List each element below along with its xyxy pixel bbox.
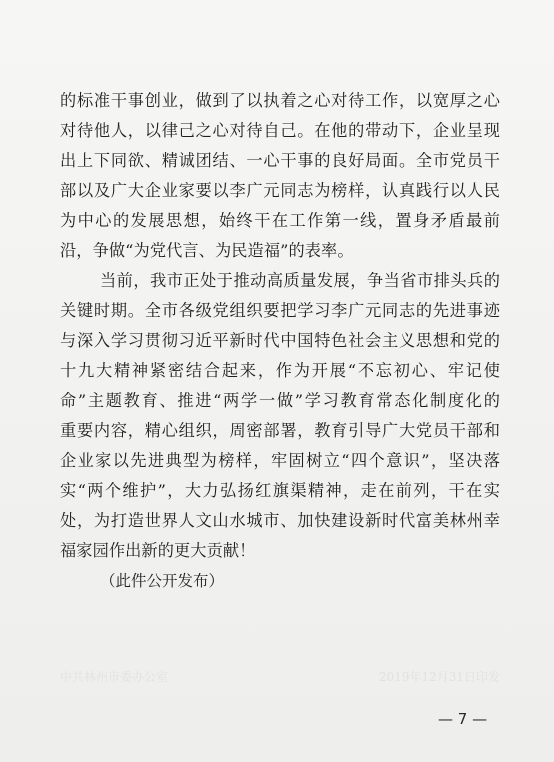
text-line: 命”主题教育、推进“两学一做”学习教育常态化制度化的 — [60, 391, 500, 410]
faint-footer-left: 中共林州市委办公室 — [60, 670, 169, 684]
text-line: 沿，争做“为党代言、为民造福”的表率。 — [60, 241, 354, 260]
text-line: 部以及广大企业家要以李广元同志为榜样，认真践行以人民 — [60, 181, 500, 200]
text-line: 十九大精神紧密结合起来，作为开展“不忘初心、牢记使 — [60, 361, 500, 380]
publication-note: （此件公开发布） — [100, 572, 225, 590]
text-line: 企业家以先进典型为榜样，牢固树立“四个意识”，坚决落 — [60, 451, 500, 470]
text-line: 福家园作出新的更大贡献！ — [60, 541, 256, 560]
text-line: 重要内容，精心组织，周密部署，教育引导广大党员干部和 — [60, 421, 500, 440]
document-body — [60, 86, 500, 566]
text-line: 的标准干事创业，做到了以执着之心对待工作，以宽厚之心 — [60, 91, 500, 110]
text-line: 实“两个维护”，大力弘扬红旗渠精神，走在前列，干在实 — [60, 481, 500, 500]
text-line: 关键时期。全市各级党组织要把学习李广元同志的先进事迹 — [60, 301, 500, 320]
text-line: 对待他人，以律己之心对待自己。在他的带动下，企业呈现 — [60, 121, 500, 140]
faint-footer — [60, 668, 500, 685]
text-line: 处，为打造世界人文山水城市、加快建设新时代富美林州幸 — [60, 511, 500, 530]
faint-footer-right: 2019年12月31日印发 — [378, 670, 500, 684]
page-number: — 7 — — [438, 710, 488, 728]
text-line: 为中心的发展思想，始终干在工作第一线，置身矛盾最前 — [60, 211, 500, 230]
text-line: 当前，我市正处于推动高质量发展，争当省市排头兵的 — [100, 271, 500, 290]
text-line: 与深入学习贯彻习近平新时代中国特色社会主义思想和党的 — [60, 331, 500, 350]
text-line: 出上下同欲、精诚团结、一心干事的良好局面。全市党员干 — [60, 151, 500, 170]
